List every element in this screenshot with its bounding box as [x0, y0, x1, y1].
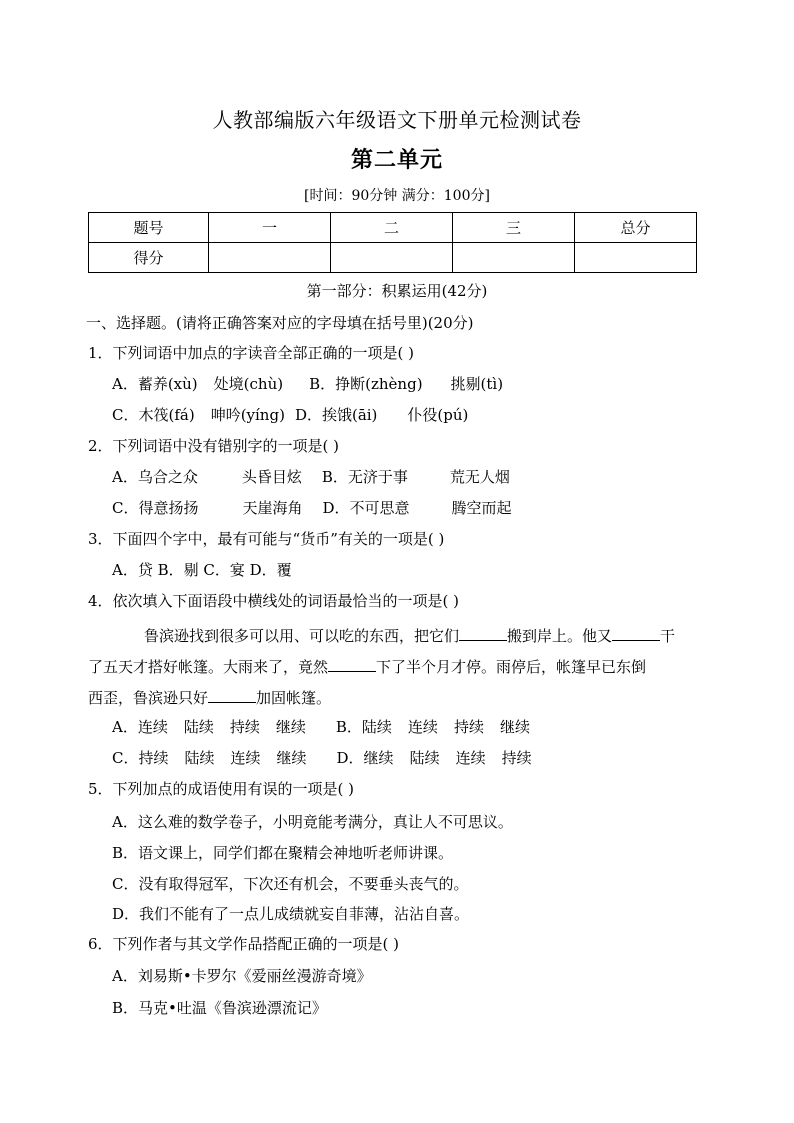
option-text: 继续 [499, 718, 530, 736]
passage-text: 加固帐篷。 [256, 689, 332, 707]
score-cell[interactable] [575, 243, 697, 273]
question-5-stem: 5．下列加点的成语使用有误的一项是( ) [88, 780, 355, 798]
question-1-options-row1 [112, 374, 503, 394]
question-2-options-row1 [112, 467, 510, 487]
option-text: 陆续 [184, 749, 215, 767]
option-text: 连续 [407, 718, 438, 736]
question-3-stem: 3．下面四个字中，最有可能与“货币”有关的一项是( ) [88, 530, 445, 548]
question-1-stem: 1．下列词语中加点的字读音全部正确的一项是( ) [88, 344, 415, 362]
option-text: 荒无人烟 [449, 468, 510, 486]
option-text: D．继续 [336, 749, 394, 767]
question-4-options-row1 [112, 717, 530, 737]
blank-line [459, 624, 507, 641]
option-text: 头昏目炫 [241, 468, 302, 486]
question-5-option-d: D．我们不能有了一点儿成绩就妄自菲薄，沾沾自喜。 [112, 905, 470, 923]
option-text: 连续 [230, 749, 261, 767]
option-text: 继续 [275, 718, 306, 736]
passage-text: 下了半个月才停。雨停后，帐篷早已东倒 [376, 658, 647, 676]
passage-text: 干 [660, 627, 676, 645]
option-text: 腾空而起 [451, 499, 512, 517]
question-2-options-row2 [112, 498, 512, 518]
option-text: A．乌合之众 [112, 468, 198, 486]
option-text: 持续 [453, 718, 484, 736]
blank-line [328, 655, 376, 672]
question-6-stem: 6．下列作者与其文学作品搭配正确的一项是( ) [88, 935, 400, 953]
passage-text: 了五天才搭好帐篷。大雨来了，竟然 [88, 658, 329, 676]
score-cell[interactable] [331, 243, 453, 273]
option-text: 连续 [455, 749, 486, 767]
option-text: B．无济于事 [321, 468, 408, 486]
score-cell[interactable] [453, 243, 575, 273]
question-4-stem: 4．依次填入下面语段中横线处的词语最恰当的一项是( ) [88, 592, 460, 610]
exam-title: 人教部编版六年级语文下册单元检测试卷 [212, 108, 582, 132]
question-3-options: A．贷 B．剔 C．宴 D．覆 [112, 561, 292, 579]
question-6-option-a: A．刘易斯•卡罗尔《爱丽丝漫游奇境》 [112, 967, 372, 985]
option-text: D．不可思意 [322, 499, 410, 517]
question-4-passage-line2 [88, 655, 700, 677]
score-header-cell: 二 [331, 213, 453, 243]
option-text: 陆续 [409, 749, 440, 767]
passage-text: 鲁滨逊找到很多可以用、可以吃的东西，把它们 [144, 627, 460, 645]
score-header-cell: 三 [453, 213, 575, 243]
blank-line [612, 624, 660, 641]
score-header-cell: 一 [209, 213, 331, 243]
question-4-passage-line3 [88, 686, 700, 708]
score-header-cell: 题号 [89, 213, 209, 243]
option-text: D．挨饿(āi) [294, 406, 378, 424]
option-text: C．木筏(fá) [112, 406, 195, 424]
question-6-option-b: B．马克•吐温《鲁滨逊漂流记》 [112, 999, 327, 1017]
option-text: 持续 [501, 749, 532, 767]
score-row-label: 得分 [89, 243, 209, 273]
score-header-cell: 总分 [575, 213, 697, 243]
option-text: B．陆续 [335, 718, 392, 736]
score-cell[interactable] [209, 243, 331, 273]
question-4-passage-line1 [144, 624, 756, 646]
question-5-option-a: A．这么难的数学卷子，小明竟能考满分，真让人不可思议。 [112, 813, 513, 831]
question-5-option-c: C．没有取得冠军，下次还有机会，不要垂头丧气的。 [112, 875, 469, 893]
score-table-score-row [89, 243, 697, 273]
section-heading: 一、选择题。(请将正确答案对应的字母填在括号里)(20分) [86, 314, 474, 332]
question-2-stem: 2．下列词语中没有错别字的一项是( ) [88, 437, 340, 455]
question-1-options-row2 [112, 405, 468, 425]
option-text: A．连续 [112, 718, 168, 736]
score-table-header-row [89, 213, 697, 243]
option-text: 陆续 [183, 718, 214, 736]
option-text: 继续 [276, 749, 307, 767]
option-text: 挑剔(tì) [450, 375, 504, 393]
option-text: 持续 [229, 718, 260, 736]
question-4-options-row2 [112, 748, 532, 768]
option-text: 天崖海角 [242, 499, 303, 517]
passage-text: 搬到岸上。他又 [507, 627, 613, 645]
part-heading: 第一部分：积累运用(42分) [306, 282, 488, 300]
option-text: C．得意扬扬 [112, 499, 199, 517]
option-text: C．持续 [112, 749, 169, 767]
option-text: A．蓄养(xù) [112, 375, 198, 393]
option-text: 处境(chù) [213, 375, 284, 393]
unit-title: 第二单元 [350, 147, 443, 173]
option-text: 仆役(pú) [407, 406, 469, 424]
passage-text: 西歪，鲁滨逊只好 [88, 689, 209, 707]
option-text: 呻吟(yíng) [210, 406, 285, 424]
option-text: B．挣断(zhèng) [309, 375, 423, 393]
blank-line [208, 686, 256, 703]
time-score-info: [时间：90分钟 满分：100分] [304, 188, 490, 204]
score-table [88, 212, 697, 273]
question-5-option-b: B．语文课上，同学们都在聚精会神地听老师讲课。 [112, 844, 454, 862]
